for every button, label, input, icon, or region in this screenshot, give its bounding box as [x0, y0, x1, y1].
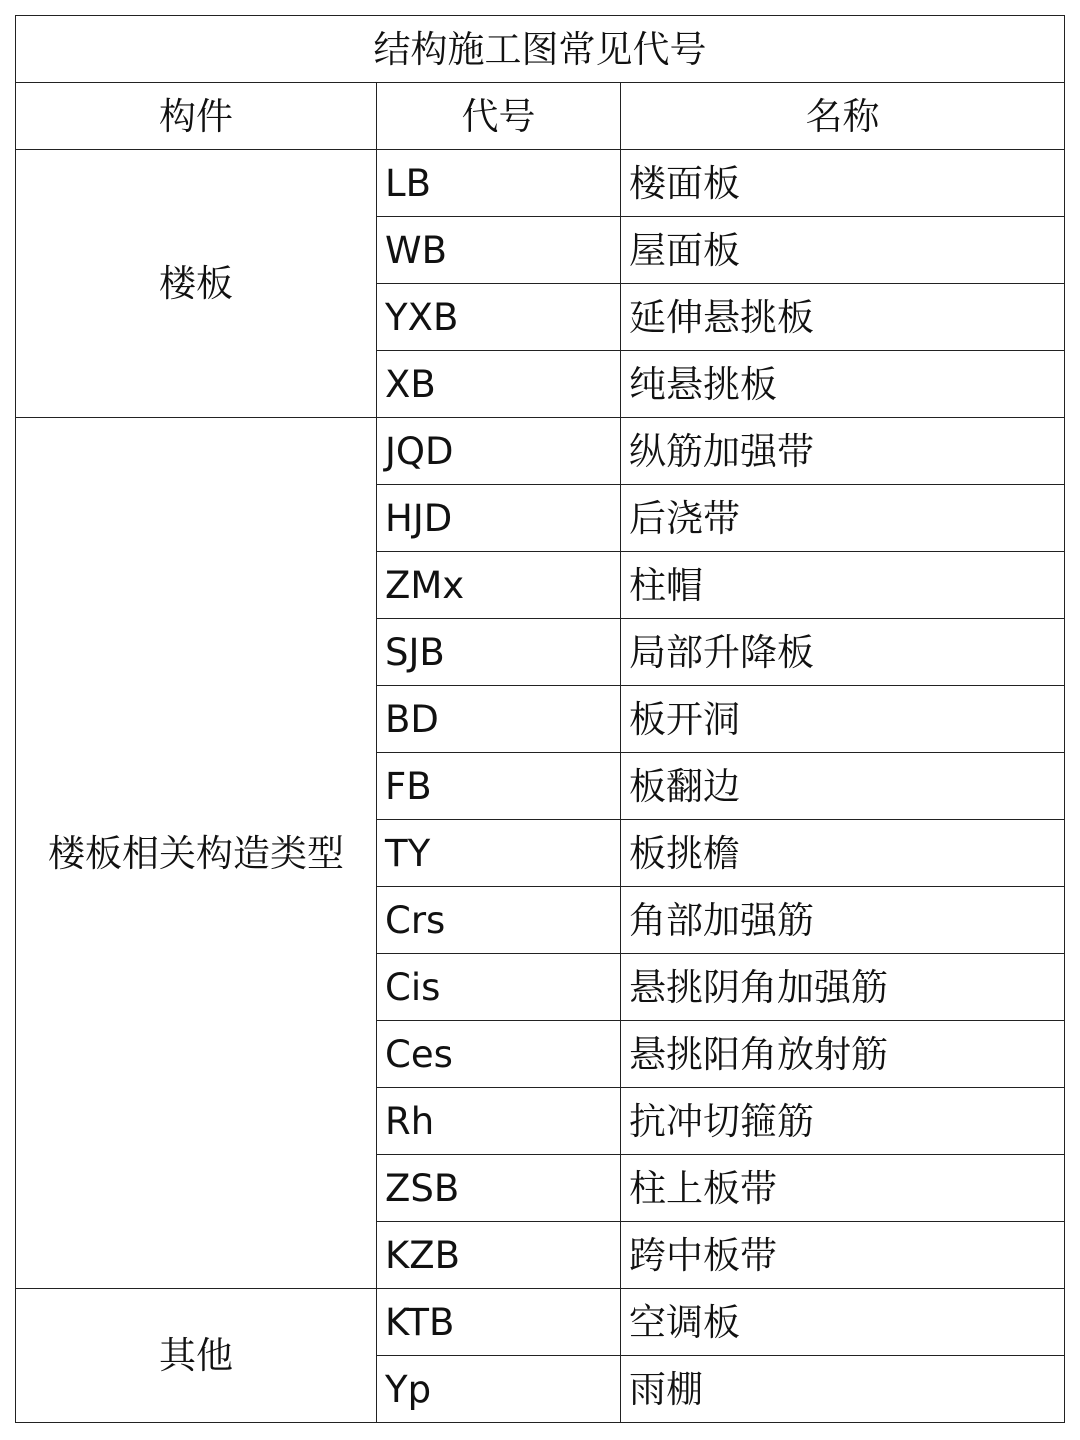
code-cell: YXB [377, 284, 621, 351]
name-cell: 纯悬挑板 [621, 351, 1065, 418]
code-cell: FB [377, 753, 621, 820]
header-component: 构件 [16, 83, 377, 150]
code-cell: TY [377, 820, 621, 887]
group-label-slab-related: 楼板相关构造类型 [16, 418, 377, 1289]
name-cell: 纵筋加强带 [621, 418, 1065, 485]
code-table-body [16, 16, 1065, 1423]
name-cell: 悬挑阴角加强筋 [621, 954, 1065, 1021]
code-cell: Yp [377, 1356, 621, 1423]
code-cell: ZMx [377, 552, 621, 619]
code-cell: ZSB [377, 1155, 621, 1222]
code-cell: JQD [377, 418, 621, 485]
title-row [16, 16, 1065, 83]
name-cell: 局部升降板 [621, 619, 1065, 686]
name-cell: 柱上板带 [621, 1155, 1065, 1222]
code-cell: XB [377, 351, 621, 418]
code-table [15, 15, 1065, 1423]
name-cell: 屋面板 [621, 217, 1065, 284]
table-row [16, 1289, 1065, 1356]
table-title: 结构施工图常见代号 [16, 16, 1065, 83]
code-cell: HJD [377, 485, 621, 552]
code-cell: WB [377, 217, 621, 284]
table-row [16, 418, 1065, 485]
name-cell: 悬挑阳角放射筋 [621, 1021, 1065, 1088]
header-code: 代号 [377, 83, 621, 150]
header-row [16, 83, 1065, 150]
code-cell: Cis [377, 954, 621, 1021]
name-cell: 板挑檐 [621, 820, 1065, 887]
name-cell: 板翻边 [621, 753, 1065, 820]
table-row [16, 150, 1065, 217]
code-cell: KTB [377, 1289, 621, 1356]
name-cell: 楼面板 [621, 150, 1065, 217]
code-cell: SJB [377, 619, 621, 686]
code-cell: BD [377, 686, 621, 753]
code-cell: Ces [377, 1021, 621, 1088]
code-cell: Crs [377, 887, 621, 954]
name-cell: 雨棚 [621, 1356, 1065, 1423]
name-cell: 后浇带 [621, 485, 1065, 552]
header-name: 名称 [621, 83, 1065, 150]
name-cell: 空调板 [621, 1289, 1065, 1356]
group-label-floor-slab: 楼板 [16, 150, 377, 418]
name-cell: 延伸悬挑板 [621, 284, 1065, 351]
name-cell: 跨中板带 [621, 1222, 1065, 1289]
name-cell: 角部加强筋 [621, 887, 1065, 954]
code-cell: KZB [377, 1222, 621, 1289]
name-cell: 抗冲切箍筋 [621, 1088, 1065, 1155]
code-cell: Rh [377, 1088, 621, 1155]
group-label-other: 其他 [16, 1289, 377, 1423]
code-cell: LB [377, 150, 621, 217]
name-cell: 板开洞 [621, 686, 1065, 753]
name-cell: 柱帽 [621, 552, 1065, 619]
